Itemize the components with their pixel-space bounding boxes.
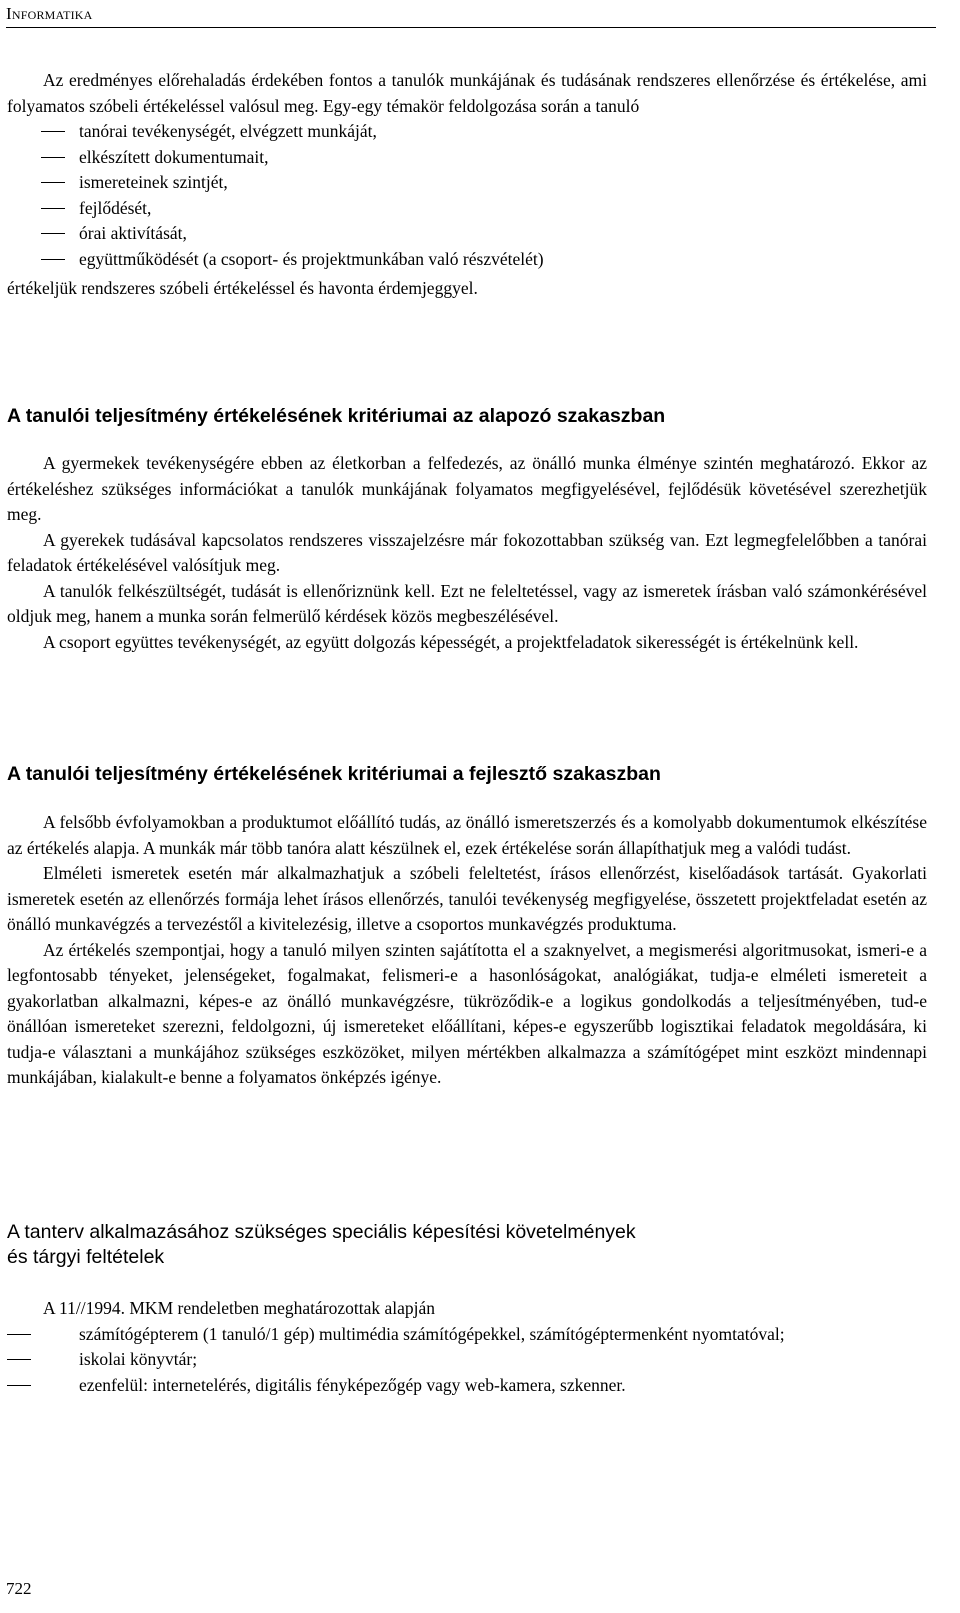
section3-list: [7, 1322, 927, 1399]
list-item-text: tanórai tevékenységét, elvégzett munkáját,: [79, 121, 377, 141]
section3-body: [7, 1296, 927, 1398]
section1-paragraph: A csoport együttes tevékenységét, az együtt dolgozás képességét, a projektfeladatok sikerességét is értékelnünk kell.: [43, 631, 859, 652]
dash-bullet-icon: [41, 131, 65, 132]
dash-bullet-icon: [7, 1385, 31, 1386]
intro-paragraph: Az eredményes előrehaladás érdekében fontos a tanulók munkájának és tudásának rendszeres ellenőrzése és értékelése, ami folyamatos szóbeli értékeléssel valósul meg. Egy-egy témakör feldolgozása során a tanuló: [7, 70, 927, 116]
section1-paragraph: A gyerekek tudásával kapcsolatos rendszeres visszajelzésre már fokozottabban szükség van. Ezt legmegfelelőbben a tanórai feladatok értékelésével valósítjuk meg.: [7, 529, 927, 575]
dash-bullet-icon: [41, 233, 65, 234]
list-item-text: ismereteinek szintjét,: [79, 172, 228, 192]
list-item: [7, 145, 927, 171]
section2-heading: A tanulói teljesítmény értékelésének kritériumai a fejlesztő szakaszban: [7, 763, 661, 785]
list-item: [7, 1373, 927, 1399]
list-item: [7, 119, 927, 145]
section2-paragraph: A felsőbb évfolyamokban a produktumot előállító tudás, az önálló ismeretszerzés és a komolyabb dokumentumok elkészítése az értékelés alapja. A munkák már több tanóra alatt készülnek el, ezek értékelése során állapíthatjuk meg a valódi tudást.: [7, 812, 927, 858]
dash-bullet-icon: [7, 1334, 31, 1335]
list-item-text: elkészített dokumentumait,: [79, 146, 269, 167]
list-item-text: iskolai könyvtár;: [79, 1349, 198, 1369]
list-item-text: fejlődését,: [79, 197, 152, 218]
list-item: [7, 1322, 927, 1348]
page-number: 722: [6, 1579, 32, 1598]
dash-bullet-icon: [7, 1359, 31, 1360]
section3-heading-line: A tanterv alkalmazásához szükséges speciális képesítési követelmények: [7, 1221, 636, 1243]
section2-body: [7, 810, 927, 1091]
section1-paragraph: A tanulók felkészültségét, tudását is ellenőriznünk kell. Ezt ne feleltetéssel, vagy az ismeretek írásban való számonkérésével oldjuk meg, hanem a munka során felmerülő kérdések közös megbeszélésével.: [7, 580, 927, 626]
dash-bullet-icon: [41, 182, 65, 183]
list-item: [7, 221, 927, 247]
list-item-text: számítógépterem (1 tanuló/1 gép) multimédia számítógépekkel, számítógéptermenként nyomtatóval;: [79, 1323, 785, 1344]
section3-heading-line: és tárgyi feltételek: [7, 1246, 165, 1268]
section1-body: [7, 451, 927, 655]
list-item: [7, 1347, 927, 1373]
section3-lead: A 11//1994. MKM rendeletben meghatározottak alapján: [43, 1298, 436, 1318]
list-item-text: órai aktivítását,: [79, 223, 187, 243]
section3-heading: [7, 1220, 927, 1270]
dash-bullet-icon: [41, 157, 65, 158]
list-item-text: együttműködését (a csoport- és projektmunkában való részvételét): [79, 248, 544, 269]
intro-closing: értékeljük rendszeres szóbeli értékeléssel és havonta érdemjeggyel.: [7, 278, 478, 298]
section1-paragraph: A gyermekek tevékenységére ebben az életkorban a felfedezés, az önálló munka élménye szintén meghatározó. Ekkor az értékeléshez szükséges információkat a tanulók munkájának folyamatos megfigyelésével, fejlődésük követésével szerezhetjük meg.: [7, 453, 927, 524]
section1-heading: A tanulói teljesítmény értékelésének kritériumai az alapozó szakaszban: [7, 405, 666, 427]
list-item: [7, 170, 927, 196]
section2-paragraph: Az értékelés szempontjai, hogy a tanuló milyen szinten sajátította el a szaknyelvet, a megismerési algoritmusokat, ismeri-e a legfontosabb tényeket, jelenségeket, fogalmakat, felismeri-e a hasonlóságokat, analógiákat, tudja-e elméleti ismereteit a gyakorlatban alkalmazni, képes-e az önálló munkavégzésre, tükröződik-e a logikus gondolkodás a teljesítményében, tud-e önállóan ismereteket szerezni, feldolgozni, új ismereteket előállítani, képes-e egyszerűbb logisztikai feladatok megoldására, ki tudja-e választani a munkájához szükséges eszközöket, milyen mértékben alkalmazza a számítógépet mint eszközt mindennapi munkájában, kialakult-e benne a folyamatos önképzés igénye.: [7, 939, 927, 1087]
dash-bullet-icon: [41, 259, 65, 260]
running-header: [6, 0, 936, 28]
header-title: Informatika: [6, 4, 93, 23]
section2-paragraph: Elméleti ismeretek esetén már alkalmazhatjuk a szóbeli feleltetést, írásos ellenőrzést, kiselőadások tartását. Gyakorlati ismeretek esetén az ellenőrzés formája lehet írásos ellenőrzés, tanulói tevékenység megfigyelése, összetett projektfeladat esetén az önálló munkavégzés a tervezéstől a kivitelezésig, illetve a csoportos munkavégzés produktuma.: [7, 863, 927, 934]
list-item-text: ezenfelül: internetelérés, digitális fényképezőgép vagy web-kamera, szkenner.: [79, 1374, 626, 1395]
list-item: [7, 247, 927, 273]
intro-list: [7, 119, 927, 272]
intro-block: [7, 68, 927, 302]
dash-bullet-icon: [41, 208, 65, 209]
list-item: [7, 196, 927, 222]
